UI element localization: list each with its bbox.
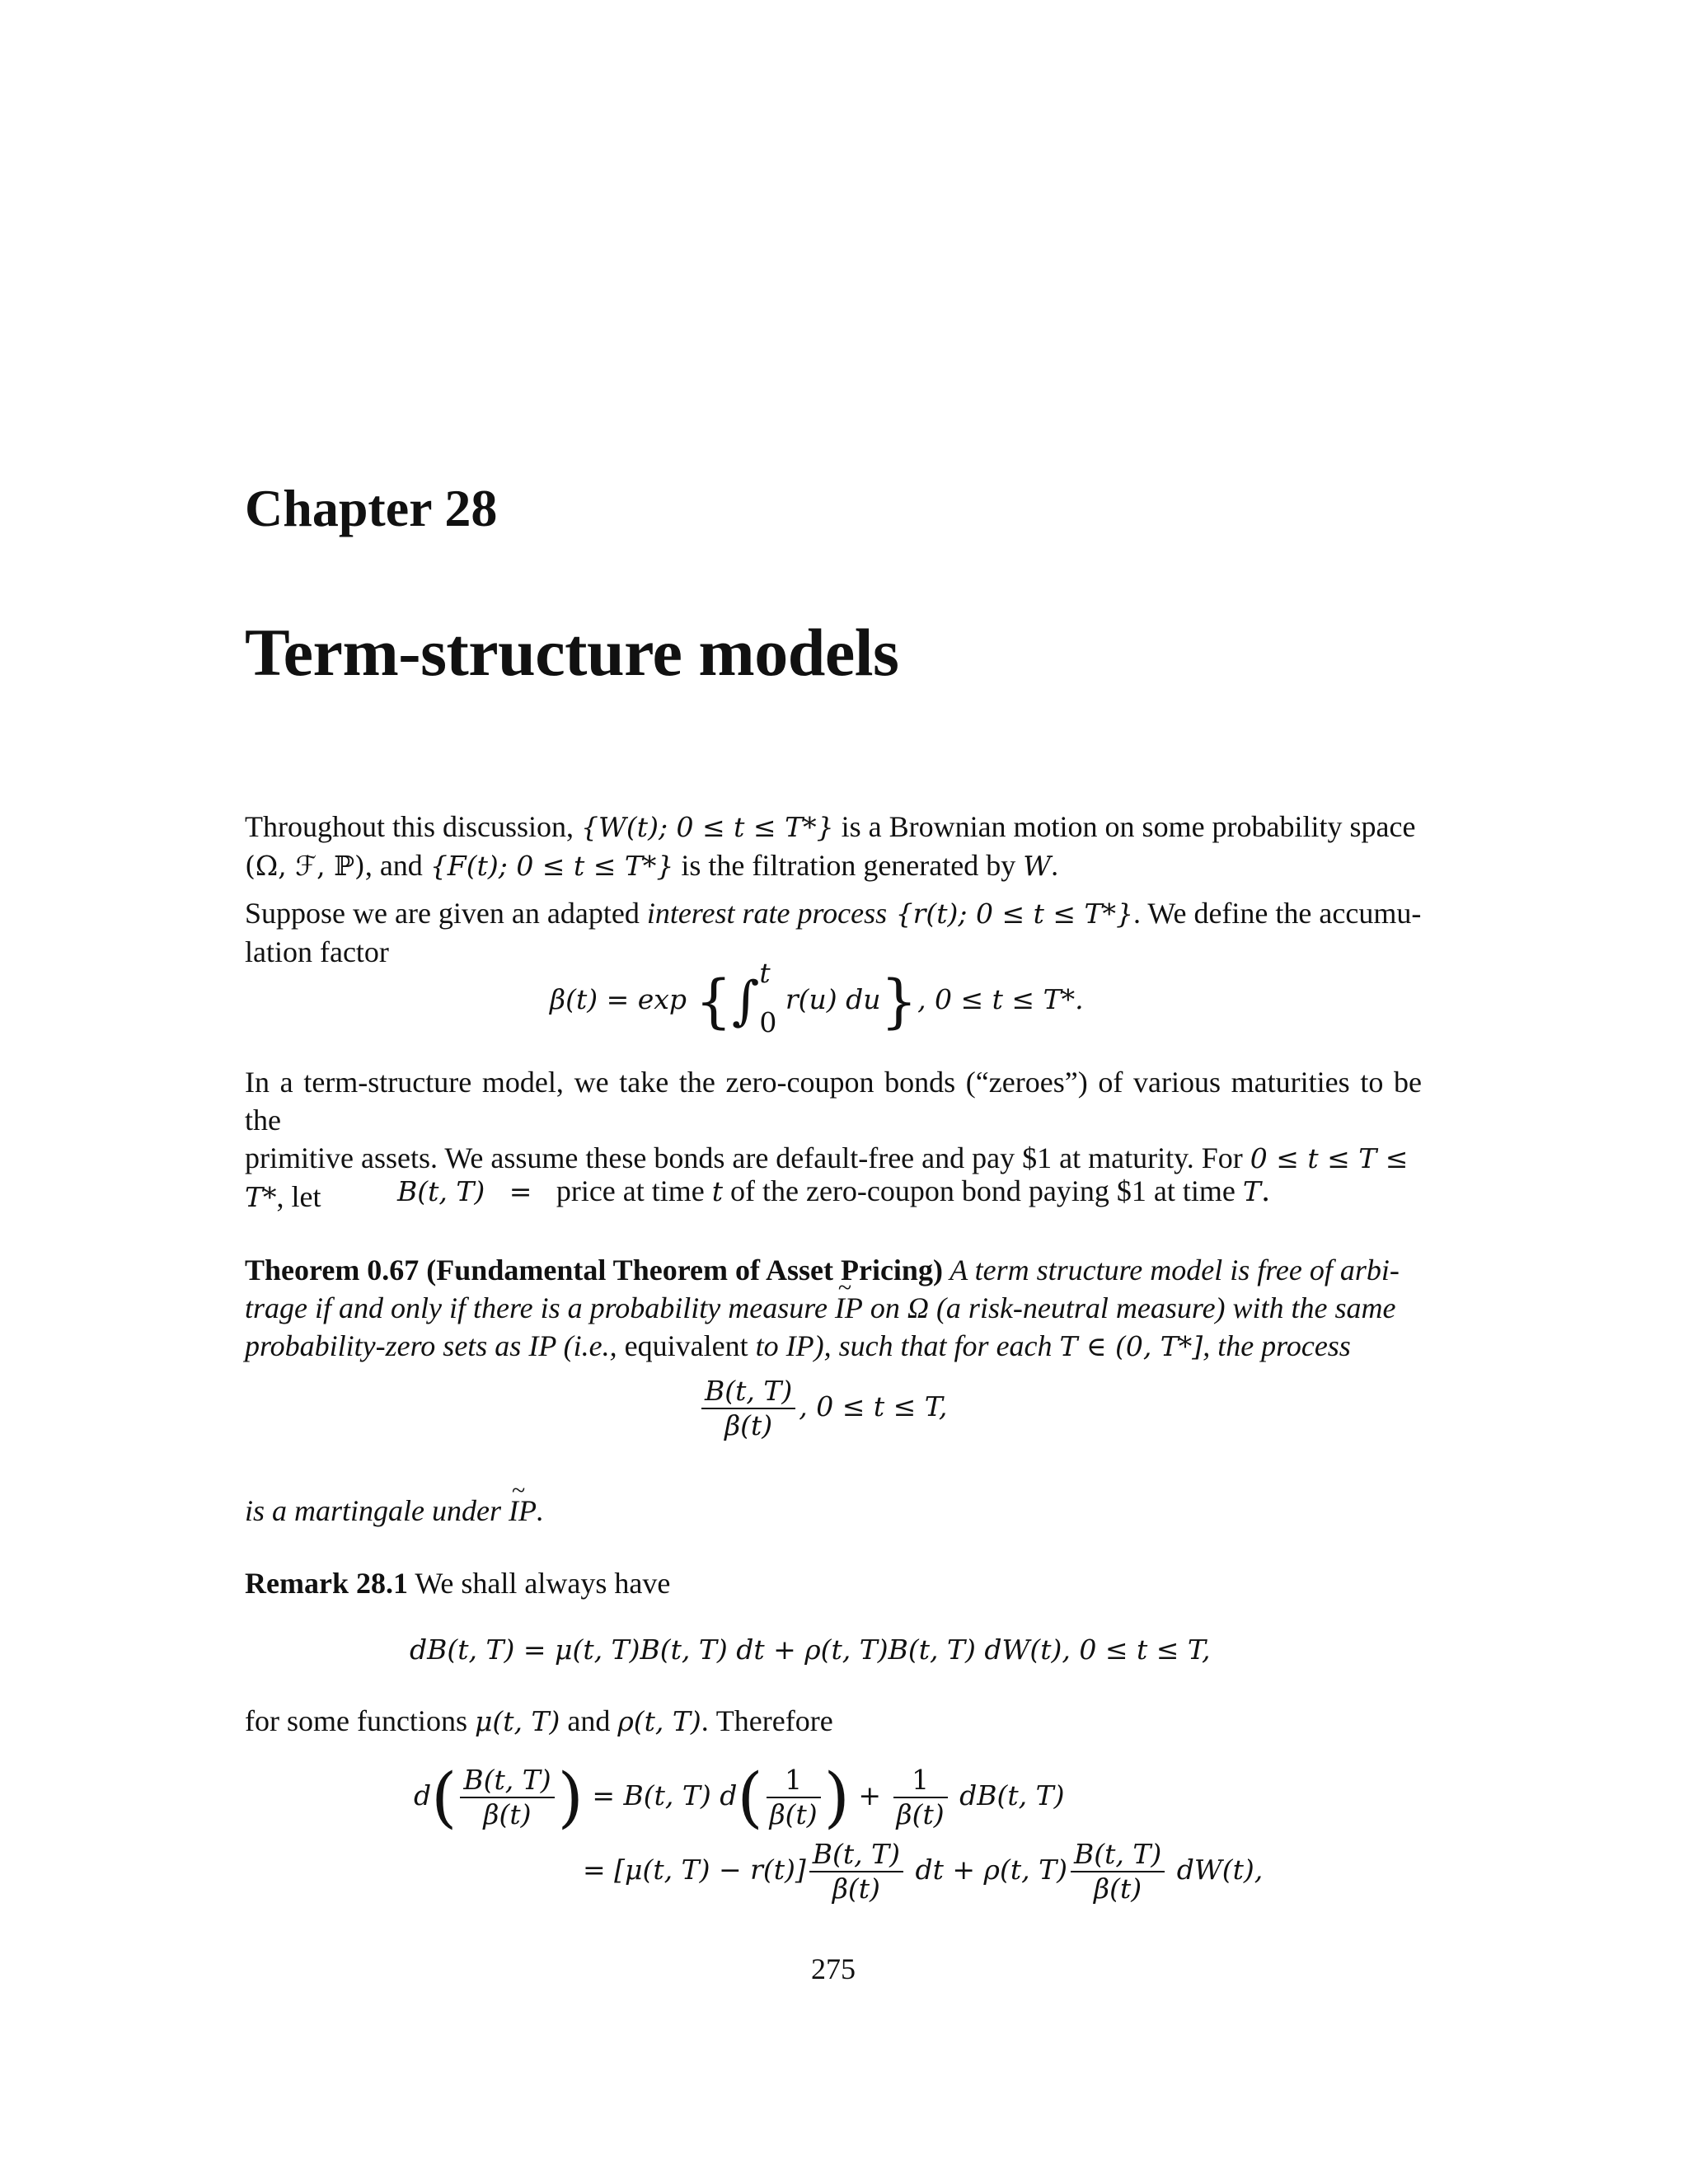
para3-text-a: In a term-structure model, we take the zero-coupon bonds (“zeroes”) of various maturities to be the — [245, 1066, 1422, 1137]
theorem-end-P: ~ IP — [509, 1492, 537, 1530]
def-B-eq: = — [509, 1175, 532, 1207]
remark-after-c: . Therefore — [701, 1704, 833, 1737]
para3-math: 0 ≤ t ≤ T ≤ — [1250, 1142, 1409, 1174]
para1-text-c: , and — [364, 849, 430, 882]
para2-italic: interest rate process — [646, 897, 888, 930]
theorem-conclusion — [245, 1492, 1422, 1530]
integral-lower: 0 — [759, 1006, 777, 1038]
remark-mu: μ(t, T) — [474, 1705, 560, 1737]
page-number: 275 — [811, 1952, 856, 1985]
def-B-end: . — [1260, 1174, 1271, 1208]
para3-text-c: , let — [276, 1180, 321, 1213]
remark-heading: Remark 28.1 — [245, 1567, 408, 1600]
remark-after-a: for some functions — [245, 1704, 475, 1737]
theorem-P: IP — [528, 1329, 556, 1362]
right-paren: ) — [557, 1759, 584, 1835]
eq-d-eq2-c: dW(t), — [1176, 1854, 1264, 1886]
left-brace: { — [695, 968, 733, 1035]
eq-d-eq1-b: dB(t, T) — [959, 1779, 1065, 1811]
para2-math: {r(t); 0 ≤ t ≤ T*} — [887, 898, 1134, 930]
theorem-line1: A term structure model is free of arbi- — [942, 1254, 1400, 1286]
paragraph-brownian — [245, 808, 1422, 885]
equation-d-line1 — [414, 1759, 1065, 1835]
eq-d-plus: + — [858, 1779, 882, 1811]
integral-limits — [759, 957, 777, 1038]
eq-d-one-2: 1 — [893, 1764, 948, 1798]
remark-after-b: and — [560, 1704, 618, 1737]
def-B-t: t — [711, 1175, 724, 1207]
eq-d-den-3: β(t) — [896, 1798, 945, 1830]
theorem-P-tilde: ~ IP — [835, 1289, 863, 1327]
eq-d-den-2: β(t) — [769, 1798, 818, 1830]
eq-beta-integrand: r(u) du — [785, 983, 881, 1015]
theorem-line3-e: , the process — [1203, 1329, 1351, 1362]
theorem-heading: Theorem 0.67 (Fundamental Theorem of Asset Pricing) — [245, 1254, 943, 1286]
theorem-line2-a: trage if and only if there is a probability measure — [245, 1291, 835, 1324]
eq-d-eq2-b: dt + ρ(t, T) — [915, 1854, 1067, 1886]
fraction-line2-a — [809, 1838, 903, 1905]
eq-d-den: β(t) — [483, 1798, 532, 1830]
para2-text-c: lation factor — [245, 935, 389, 968]
eq-d-num-2: B(t, T) — [809, 1838, 903, 1872]
para1-text-e: . — [1051, 849, 1059, 882]
para3-text-b: primitive assets. We assume these bonds are default-free and pay $1 at maturity. For — [245, 1141, 1250, 1174]
eq-d-den-5: β(t) — [1094, 1872, 1142, 1905]
eq-d-one: 1 — [767, 1764, 821, 1798]
theorem-ftap — [245, 1251, 1422, 1366]
remark-text: We shall always have — [407, 1567, 671, 1600]
integral-sign: ∫ — [732, 971, 760, 1032]
right-paren-2: ) — [823, 1759, 850, 1835]
para1-text-d: is the filtration generated by — [673, 849, 1024, 882]
left-paren-2: ( — [737, 1759, 763, 1835]
theorem-line3-a: probability-zero sets as — [245, 1329, 529, 1362]
integral-upper: t — [759, 957, 771, 989]
remark-after — [245, 1702, 1422, 1741]
theorem-end-b: . — [536, 1494, 544, 1527]
page — [245, 0, 1422, 2184]
eq-d-den-4: β(t) — [832, 1872, 880, 1905]
remark-rho: ρ(t, T) — [617, 1705, 701, 1737]
def-B-lhs: B(t, T) — [397, 1175, 485, 1207]
para1-text-a: Throughout this discussion, — [245, 810, 582, 843]
theorem-equivalent: equivalent — [624, 1329, 748, 1362]
def-B-text-b: of the zero-coupon bond paying $1 at time — [723, 1174, 1243, 1207]
eq-d-num-3: B(t, T) — [1071, 1838, 1165, 1872]
fraction-one-beta-2 — [893, 1764, 948, 1831]
para2-text-b: . We define the accumu- — [1133, 897, 1422, 930]
chapter-title: Term-structure models — [245, 615, 899, 690]
right-brace: } — [880, 968, 918, 1035]
para2-text-a: Suppose we are given an adapted — [245, 897, 647, 930]
definition-B — [397, 1174, 1270, 1208]
remark-heading-line — [245, 1564, 1422, 1602]
theorem-math-T: T ∈ (0, T*] — [1059, 1330, 1203, 1362]
eq-beta-lhs: β(t) = exp — [550, 983, 687, 1015]
eq-d-eq1-a: = B(t, T) d — [592, 1779, 738, 1811]
frac-den: β(t) — [724, 1409, 773, 1441]
para1-math-W: W — [1023, 850, 1052, 882]
para3-math-T: T* — [245, 1181, 277, 1213]
frac-range: , 0 ≤ t ≤ T, — [799, 1390, 948, 1422]
para1-math-filtration: {F(t); 0 ≤ t ≤ T*} — [429, 850, 674, 882]
equation-dB: dB(t, T) = μ(t, T)B(t, T) dt + ρ(t, T)B(t, T) dW(t), 0 ≤ t ≤ T, — [410, 1633, 1211, 1666]
fraction-line2-b — [1071, 1838, 1165, 1905]
eq-d-eq2-a: = [μ(t, T) − r(t)] — [583, 1854, 806, 1886]
fraction-B-over-beta — [701, 1375, 795, 1442]
theorem-line3-b: (i.e., — [556, 1329, 625, 1362]
fraction-d-B-beta — [460, 1764, 554, 1831]
theorem-P2: IP — [785, 1329, 814, 1362]
eq-d-d: d — [414, 1779, 432, 1811]
theorem-end-a: is a martingale under — [245, 1494, 509, 1527]
equation-beta — [550, 957, 1084, 1038]
theorem-line3-d: ), such that for each — [814, 1329, 1060, 1362]
equation-d-line2 — [583, 1838, 1263, 1905]
para1-math-space: (Ω, ℱ, ℙ) — [245, 850, 365, 882]
def-B-text-a: price at time — [556, 1174, 712, 1207]
eq-beta-range: , 0 ≤ t ≤ T*. — [917, 983, 1084, 1015]
chapter-label: Chapter 28 — [245, 479, 498, 537]
equation-discounted-bond — [698, 1375, 947, 1442]
theorem-line2-b: on Ω (a risk-neutral measure) with the same — [862, 1291, 1396, 1324]
paragraph-interest-rate — [245, 894, 1422, 971]
eq-d-num: B(t, T) — [460, 1764, 554, 1798]
left-paren: ( — [431, 1759, 457, 1835]
frac-num: B(t, T) — [701, 1375, 795, 1409]
def-B-T: T — [1242, 1175, 1261, 1207]
fraction-one-beta — [767, 1764, 821, 1831]
para1-text-b: is a Brownian motion on some probability space — [833, 810, 1416, 843]
para1-math-w: {W(t); 0 ≤ t ≤ T*} — [581, 811, 834, 843]
theorem-line3-c: to — [748, 1329, 786, 1362]
